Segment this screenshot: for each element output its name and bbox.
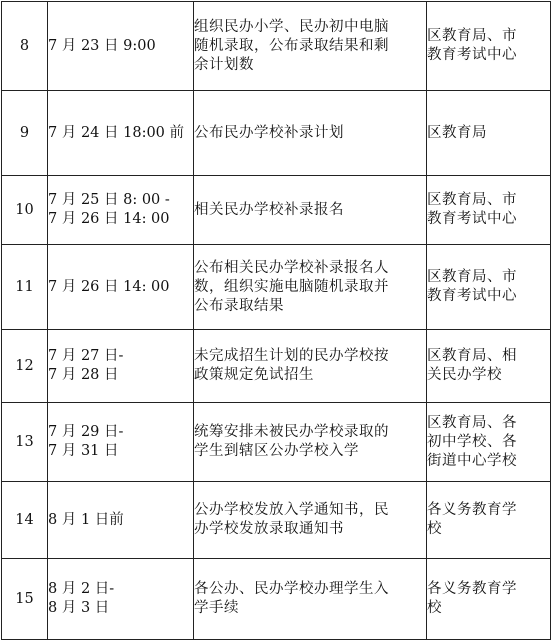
time-cell [48,2,194,91]
department-line: 校 [427,600,442,616]
table-row [2,91,551,176]
item-line: 数，组织实施电脑随机录取并 [194,278,389,295]
time-line: 8 月 2 日- [48,581,115,597]
table-row [2,2,551,91]
department-line: 区教育局、各 [427,414,517,431]
item-line: 各公办、民办学校办理学生入 [194,581,389,597]
enrollment-schedule-table [1,1,551,640]
table-row [2,482,551,559]
item-cell [194,176,427,245]
time-cell [48,245,194,330]
time-line: 7 月 26 日 14: 00 [48,211,170,227]
time-line: 7 月 31 日 [48,443,119,459]
item-line: 办学校发放录取通知书 [194,521,344,537]
item-line: 相关民办学校补录报名 [194,201,344,218]
time-cell [48,482,194,559]
department-line: 区教育局 [427,124,487,141]
item-line: 公布相关民办学校补录报名人 [194,259,389,276]
department-line: 关民办学校 [427,367,502,383]
department-line: 区教育局、市 [427,192,517,208]
item-cell [194,559,427,640]
row-number: 12 [2,330,48,403]
department-line: 各义务教育学 [427,502,517,518]
time-line: 7 月 24 日 18:00 前 [48,124,185,141]
time-cell [48,91,194,176]
department-line: 区教育局、市 [427,28,517,44]
row-number: 8 [2,2,48,91]
item-line: 公布录取结果 [194,297,284,314]
department-cell [427,403,551,482]
row-number: 11 [2,245,48,330]
item-cell [194,403,427,482]
item-cell [194,245,427,330]
department-line: 校 [427,521,442,537]
time-line: 7 月 29 日- [48,424,124,440]
time-line: 7 月 23 日 9:00 [48,37,156,54]
department-line: 教育考试中心 [427,288,517,304]
department-cell [427,176,551,245]
time-cell [48,403,194,482]
item-line: 政策规定免试招生 [194,367,314,383]
time-cell [48,176,194,245]
department-cell [427,91,551,176]
time-line: 7 月 28 日 [48,367,119,383]
item-line: 学生到辖区公办学校入学 [194,443,359,459]
item-line: 未完成招生计划的民办学校按 [194,348,389,364]
time-cell [48,330,194,403]
department-cell [427,245,551,330]
row-number: 9 [2,91,48,176]
item-line: 公办学校发放入学通知书，民 [194,502,389,518]
department-cell [427,330,551,403]
department-line: 区教育局、市 [427,269,517,285]
item-cell [194,330,427,403]
row-number: 13 [2,403,48,482]
row-number: 14 [2,482,48,559]
department-line: 教育考试中心 [427,47,517,63]
department-cell [427,559,551,640]
table-row [2,176,551,245]
table-row [2,559,551,640]
item-cell [194,2,427,91]
time-line: 7 月 26 日 14: 00 [48,278,170,295]
time-line: 7 月 27 日- [48,348,124,364]
time-cell [48,559,194,640]
item-line: 余计划数 [194,56,254,73]
item-line: 学手续 [194,600,239,616]
time-line: 7 月 25 日 8: 00 - [48,192,170,208]
table-row [2,403,551,482]
item-line: 随机录取，公布录取结果和剩 [194,37,389,54]
department-line: 各义务教育学 [427,581,517,597]
item-line: 统筹安排未被民办学校录取的 [194,424,389,440]
department-line: 初中学校、各 [427,433,517,450]
time-line: 8 月 1 日前 [48,511,124,528]
row-number: 10 [2,176,48,245]
item-line: 组织民办小学、民办初中电脑 [194,18,389,35]
item-line: 公布民办学校补录计划 [194,124,344,141]
time-line: 8 月 3 日 [48,600,110,616]
department-line: 区教育局、相 [427,348,517,364]
table-row [2,330,551,403]
department-cell [427,482,551,559]
department-line: 街道中心学校 [427,452,517,469]
row-number: 15 [2,559,48,640]
item-cell [194,91,427,176]
table-row [2,245,551,330]
item-cell [194,482,427,559]
department-line: 教育考试中心 [427,211,517,227]
department-cell [427,2,551,91]
